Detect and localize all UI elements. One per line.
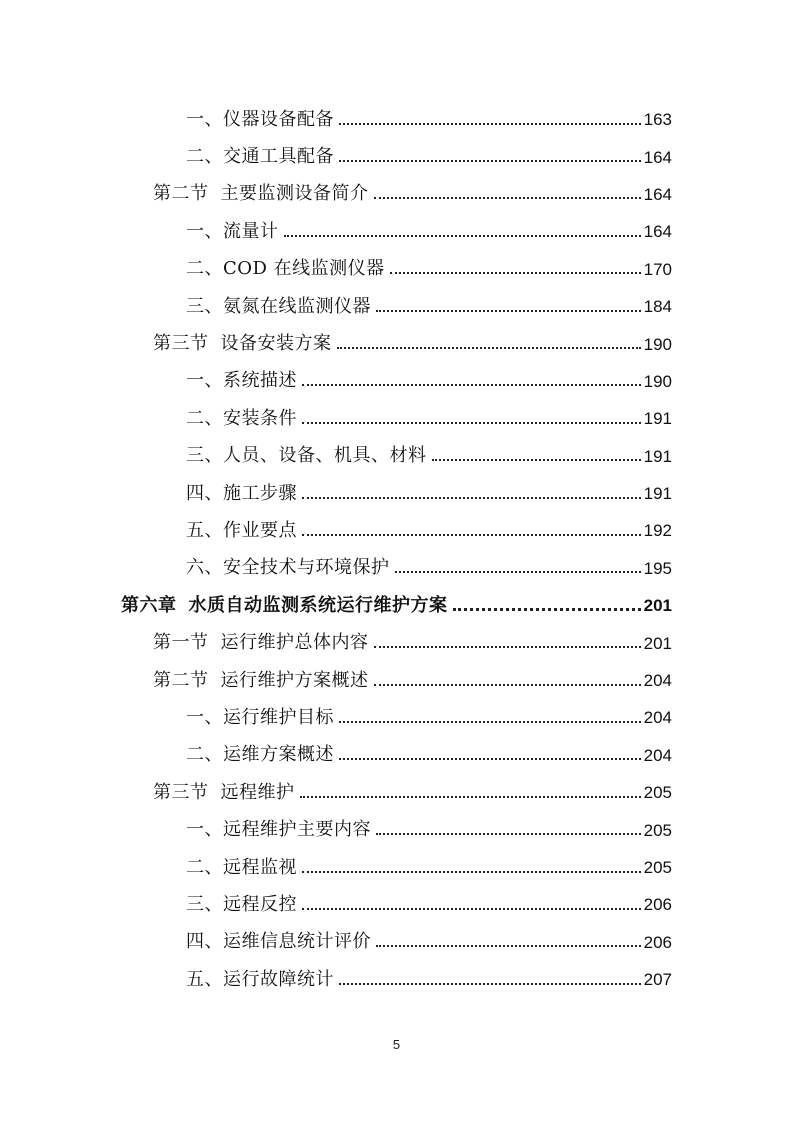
toc-dot-leader	[339, 983, 641, 985]
toc-entry-title	[186, 482, 297, 504]
toc-dot-leader	[302, 497, 641, 499]
toc-entry-prefix: 二、	[186, 856, 223, 878]
toc-entry-page: 204	[643, 671, 672, 691]
toc-entry-title	[186, 893, 297, 915]
toc-entry[interactable]	[0, 363, 793, 400]
toc-entry-title	[186, 933, 371, 951]
toc-entry[interactable]	[0, 176, 793, 213]
toc-dot-leader	[337, 347, 641, 349]
toc-entry-prefix: 三、	[186, 295, 223, 317]
toc-entry-name: 远程监视	[223, 856, 297, 878]
toc-entry-name: 交通工具配备	[223, 146, 334, 168]
toc-entry-title	[186, 372, 297, 390]
toc-entry-name: 运行维护总体内容	[220, 632, 369, 654]
toc-dot-leader	[302, 871, 641, 873]
toc-dot-leader	[376, 310, 641, 312]
toc-entry-title	[153, 335, 332, 353]
toc-entry-prefix: 第一节	[153, 632, 209, 654]
toc-entry-name: 仪器设备配备	[223, 108, 334, 130]
toc-entry-title	[186, 148, 334, 166]
toc-entry[interactable]	[0, 811, 793, 848]
toc-entry-page: 204	[643, 745, 672, 765]
toc-entry-page: 192	[643, 521, 672, 541]
toc-entry-name: 运行维护方案概述	[220, 669, 369, 691]
toc-entry-prefix: 二、	[186, 744, 223, 766]
toc-entry[interactable]	[0, 213, 793, 250]
toc-dot-leader	[376, 945, 641, 947]
toc-entry-title	[186, 407, 297, 429]
toc-entry-page: 195	[643, 558, 672, 578]
toc-dot-leader	[339, 721, 641, 723]
toc-entry-title	[153, 781, 295, 803]
toc-entry[interactable]	[0, 438, 793, 475]
toc-entry-name: 系统描述	[223, 370, 297, 392]
toc-entry-page: 191	[643, 409, 672, 429]
toc-entry[interactable]	[0, 550, 793, 587]
toc-entry-name: 施工步骤	[223, 482, 297, 504]
toc-entry-page: 205	[643, 820, 672, 840]
toc-entry-prefix: 第二节	[153, 183, 209, 205]
toc-dot-leader	[453, 608, 641, 611]
toc-entry-title	[186, 108, 334, 130]
toc-entry-prefix: 一、	[186, 819, 223, 841]
toc-entry-prefix: 一、	[186, 370, 223, 392]
toc-entry-page: 191	[643, 484, 672, 504]
toc-entry-page: 205	[643, 858, 672, 877]
toc-entry-prefix: 五、	[186, 968, 223, 990]
toc-entry-prefix: 三、	[186, 893, 223, 915]
toc-entry-name: 安装条件	[223, 407, 297, 429]
toc-entry-prefix: 二、	[186, 407, 223, 429]
toc-entry-page: 164	[643, 222, 672, 242]
toc-entry-page: 191	[643, 446, 672, 466]
toc-entry-prefix: 四、	[186, 931, 223, 953]
toc-entry-page: 206	[643, 895, 672, 915]
toc-entry-page: 201	[643, 596, 672, 616]
toc-entry-name: 运维信息统计评价	[223, 931, 371, 953]
toc-entry-title	[186, 706, 334, 728]
toc-entry-title	[186, 968, 334, 990]
toc-entry-title	[121, 594, 448, 616]
toc-entry-prefix: 第三节	[153, 781, 209, 803]
toc-entry-prefix: 五、	[186, 519, 223, 541]
toc-entry-prefix: 第六章	[121, 594, 177, 616]
toc-dot-leader	[302, 422, 641, 424]
toc-entry-page: 190	[643, 334, 672, 354]
toc-entry-prefix: 一、	[186, 706, 223, 728]
toc-dot-leader	[390, 272, 641, 274]
toc-entry-page: 201	[643, 633, 672, 653]
toc-entry-name: 远程维护	[220, 781, 295, 803]
toc-entry-title	[186, 821, 371, 839]
toc-entry-page: 204	[643, 708, 672, 728]
toc-entry-page: 207	[643, 970, 672, 990]
toc-entry-page: 164	[643, 184, 672, 204]
toc-entry-page: 184	[643, 297, 672, 317]
toc-entry-name: 作业要点	[223, 519, 297, 541]
toc-entry-prefix: 六、	[186, 557, 223, 579]
toc-entry[interactable]	[0, 699, 793, 736]
toc-entry[interactable]	[0, 288, 793, 325]
toc-entry-title	[153, 634, 369, 652]
toc-entry[interactable]	[0, 251, 793, 288]
toc-entry[interactable]	[0, 737, 793, 774]
toc-entry-prefix: 三、	[186, 445, 223, 467]
toc-entry-name: 氨氮在线监测仪器	[223, 295, 371, 317]
toc-entry[interactable]	[0, 624, 793, 661]
toc-entry[interactable]	[0, 961, 793, 998]
toc-dot-leader	[339, 160, 641, 162]
toc-entry[interactable]	[0, 512, 793, 549]
toc-entry-title	[186, 260, 385, 278]
toc-dot-leader	[284, 235, 641, 237]
toc-dot-leader	[339, 123, 641, 125]
toc-entry[interactable]	[0, 662, 793, 699]
toc-entry[interactable]	[0, 587, 793, 624]
toc-entry-prefix: 四、	[186, 482, 223, 504]
toc-entry-prefix: 第二节	[153, 669, 209, 691]
toc-entry-name: 运行故障统计	[223, 968, 334, 990]
toc-entry-page: 170	[643, 259, 672, 279]
toc-entry-name: 远程维护主要内容	[223, 819, 371, 841]
toc-entry-page: 205	[643, 783, 672, 803]
toc-entry-title	[186, 447, 427, 465]
toc-entry-title	[186, 559, 390, 577]
toc-entry-page: 164	[643, 147, 672, 167]
toc-entry-name: 远程反控	[223, 893, 297, 915]
toc-entry-name: 安全技术与环境保护	[223, 557, 390, 579]
toc-entry[interactable]	[0, 886, 793, 923]
toc-dot-leader	[395, 571, 641, 573]
toc-dot-leader	[374, 684, 641, 686]
toc-dot-leader	[432, 459, 641, 461]
toc-entry-name: COD 在线监测仪器	[223, 258, 385, 280]
toc-entry-name: 设备安装方案	[220, 333, 332, 355]
toc-entry-title	[153, 185, 369, 203]
toc-dot-leader	[374, 646, 641, 648]
toc-dot-leader	[302, 384, 641, 386]
table-of-contents	[0, 101, 793, 998]
toc-entry-name: 水质自动监测系统运行维护方案	[188, 594, 448, 616]
toc-entry-page: 163	[643, 110, 672, 130]
toc-entry-page: 190	[643, 371, 672, 391]
toc-dot-leader	[339, 758, 641, 760]
toc-entry-name: 人员、设备、机具、材料	[223, 445, 427, 467]
toc-dot-leader	[374, 197, 641, 199]
toc-entry-page: 206	[643, 932, 672, 952]
page-number: 5	[392, 1037, 401, 1052]
toc-entry-title	[153, 669, 369, 691]
toc-entry-name: 运行维护目标	[223, 706, 334, 728]
toc-entry-title	[186, 220, 279, 242]
toc-entry[interactable]	[0, 400, 793, 437]
toc-entry[interactable]	[0, 924, 793, 961]
toc-entry-prefix: 一、	[186, 108, 223, 130]
toc-entry[interactable]	[0, 849, 793, 886]
toc-dot-leader	[300, 796, 641, 798]
toc-entry-name: 流量计	[223, 220, 279, 242]
toc-dot-leader	[376, 833, 641, 835]
toc-dot-leader	[302, 908, 641, 910]
toc-entry-name: 运维方案概述	[223, 744, 334, 766]
toc-entry-prefix: 二、	[186, 146, 223, 168]
toc-entry-title	[186, 519, 297, 541]
toc-entry-title	[186, 856, 297, 878]
toc-entry[interactable]	[0, 101, 793, 138]
toc-entry-title	[186, 295, 371, 317]
toc-entry-prefix: 第三节	[153, 333, 209, 355]
toc-entry-prefix: 二、	[186, 258, 223, 280]
toc-entry-title	[186, 746, 334, 764]
toc-entry[interactable]	[0, 325, 793, 362]
toc-entry[interactable]	[0, 138, 793, 175]
toc-entry-name: 主要监测设备简介	[220, 183, 369, 205]
toc-entry[interactable]	[0, 774, 793, 811]
toc-dot-leader	[302, 534, 641, 536]
toc-entry[interactable]	[0, 475, 793, 512]
toc-entry-prefix: 一、	[186, 220, 223, 242]
